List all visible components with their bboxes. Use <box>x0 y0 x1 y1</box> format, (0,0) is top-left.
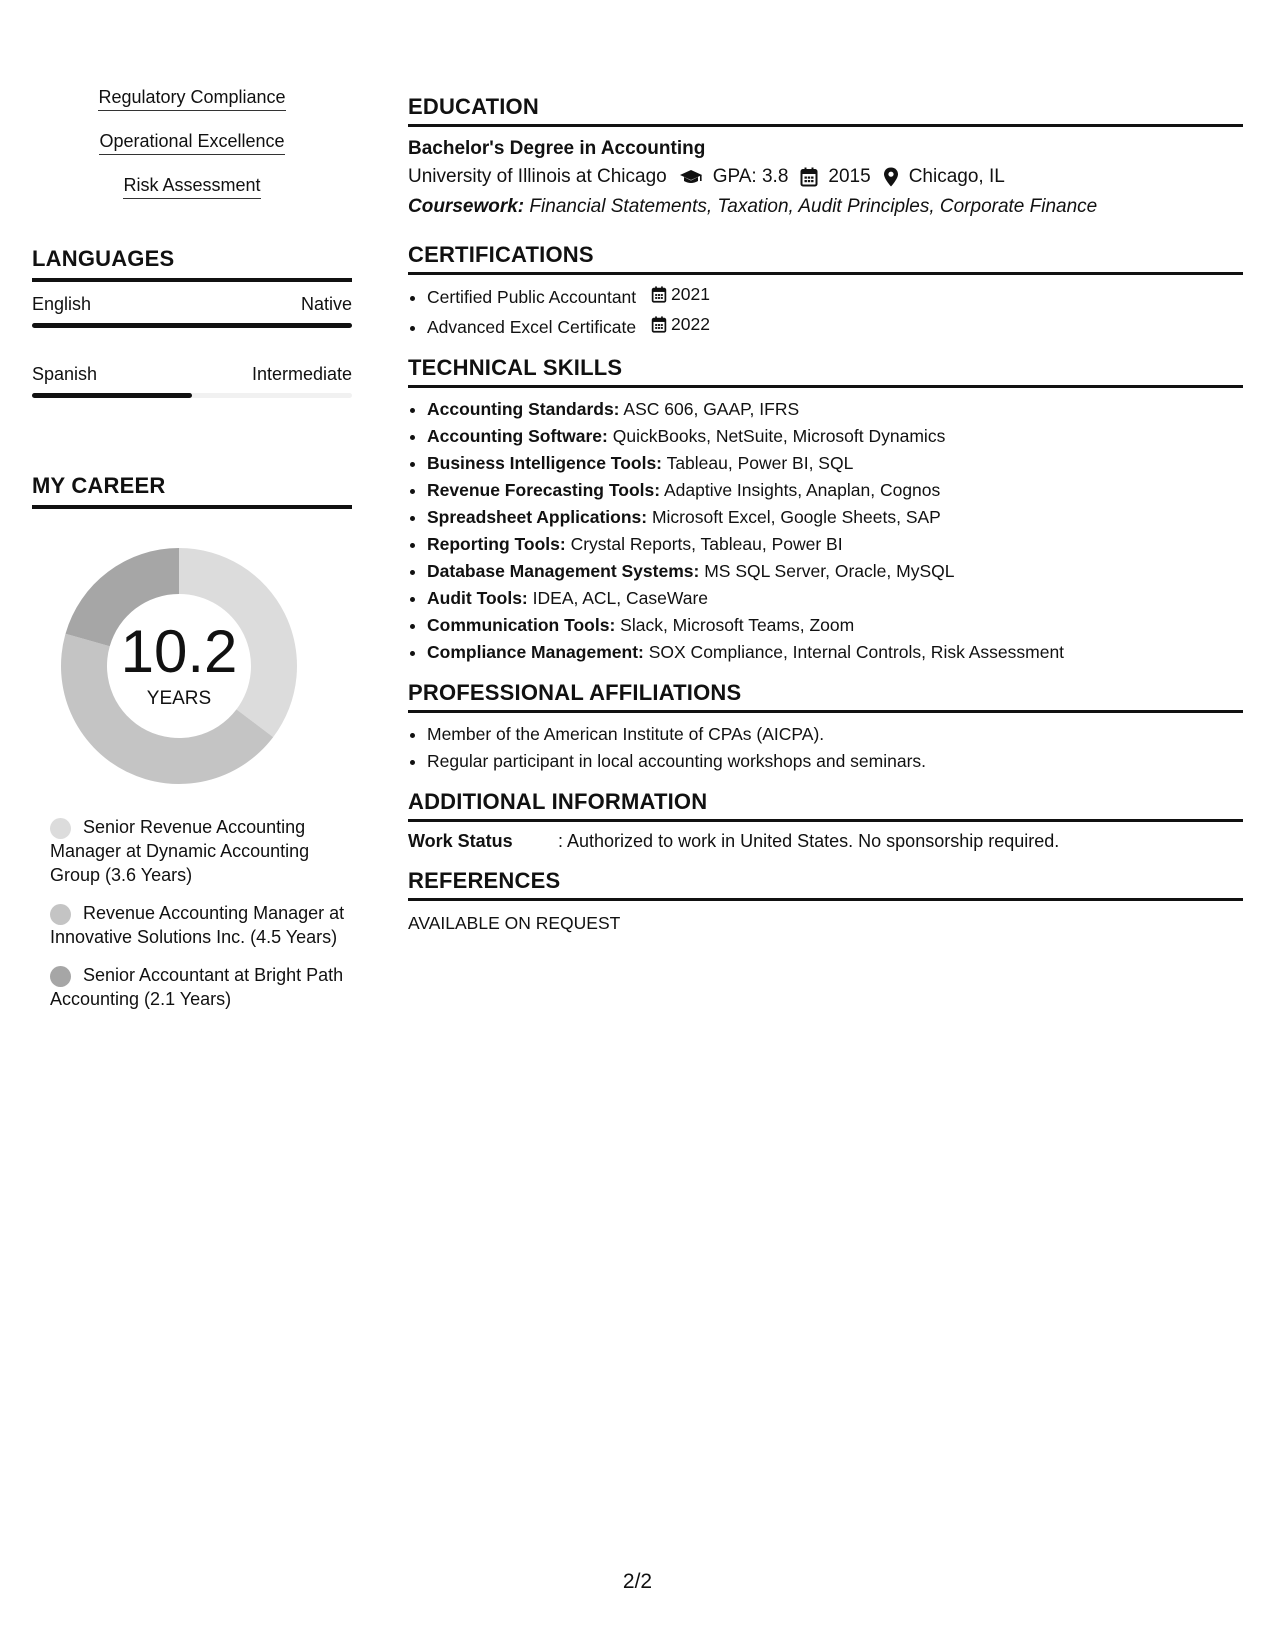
graduation-cap-icon <box>679 169 703 185</box>
skill-item <box>427 531 1243 558</box>
language-proficiency-bar <box>32 393 352 398</box>
languages-section <box>32 246 352 398</box>
skill-value: Microsoft Excel, Google Sheets, SAP <box>651 507 941 527</box>
skill-label: Accounting Standards: <box>427 399 620 419</box>
left-column <box>32 86 352 1025</box>
skill-label: Communication Tools: <box>427 615 616 635</box>
affiliation-item: • Member of the American Institute of CPAs (AICPA). <box>427 721 1243 748</box>
affiliations-section <box>408 680 1243 775</box>
career-total-years: 10.2 <box>120 618 238 685</box>
certification-year: 2021 <box>671 284 710 304</box>
work-status-label: Work Status <box>408 831 513 851</box>
strengths-list <box>32 86 352 218</box>
skill-value: IDEA, ACL, CaseWare <box>532 588 709 608</box>
references-section <box>408 868 1243 934</box>
skill-item <box>427 585 1243 612</box>
skill-value: MS SQL Server, Oracle, MySQL <box>704 561 955 581</box>
career-legend-label: Senior Revenue Accounting Manager at Dynamic Accounting Group (3.6 Years) <box>50 817 310 885</box>
affiliation-item: • Regular participant in local accounting workshops and seminars. <box>427 748 1243 775</box>
certification-item <box>427 311 1243 341</box>
skill-value: SOX Compliance, Internal Controls, Risk Assessment <box>648 642 1065 662</box>
career-title: MY CAREER <box>32 473 352 509</box>
certification-name: Advanced Excel Certificate <box>427 317 637 337</box>
skill-label: Audit Tools: <box>427 588 528 608</box>
technical-skills-title: TECHNICAL SKILLS <box>408 355 1243 388</box>
education-details <box>408 162 1243 192</box>
affiliations-list <box>408 721 1243 775</box>
skill-label: Accounting Software: <box>427 426 608 446</box>
education-section <box>408 94 1243 222</box>
certification-item <box>427 281 1243 311</box>
skill-item <box>427 477 1243 504</box>
skill-value: Adaptive Insights, Anaplan, Cognos <box>663 480 941 500</box>
certification-name: Certified Public Accountant <box>427 287 637 307</box>
page-number: 2/2 <box>622 1570 653 1593</box>
education-location: Chicago, IL <box>908 166 1005 187</box>
affiliations-title: PROFESSIONAL AFFILIATIONS <box>408 680 1243 713</box>
skill-item <box>427 396 1243 423</box>
skill-item <box>427 504 1243 531</box>
education-degree: Bachelor's Degree in Accounting <box>408 138 706 159</box>
career-legend-item <box>50 815 352 887</box>
skill-label: Compliance Management: <box>427 642 644 662</box>
skill-label: Revenue Forecasting Tools: <box>427 480 661 500</box>
career-legend-item <box>50 901 352 949</box>
strength-item: Operational Excellence <box>99 130 284 155</box>
skill-label: Business Intelligence Tools: <box>427 453 663 473</box>
skill-value: Tableau, Power BI, SQL <box>666 453 854 473</box>
strength-item: Regulatory Compliance <box>98 86 285 111</box>
legend-dot <box>50 904 71 925</box>
language-proficiency-fill <box>32 393 192 398</box>
skill-value: QuickBooks, NetSuite, Microsoft Dynamics <box>612 426 946 446</box>
coursework-label: Coursework: <box>408 196 525 217</box>
certifications-list <box>408 281 1243 341</box>
skill-item <box>427 450 1243 477</box>
languages-title: LANGUAGES <box>32 246 352 282</box>
technical-skills-list <box>408 396 1243 666</box>
language-proficiency-fill <box>32 323 352 328</box>
education-coursework <box>408 192 1243 222</box>
legend-dot <box>50 966 71 987</box>
career-legend-item <box>50 963 352 1011</box>
skill-label: Reporting Tools: <box>427 534 566 554</box>
calendar-icon <box>651 286 667 303</box>
language-level: Intermediate <box>251 364 352 384</box>
career-donut-chart <box>54 541 304 791</box>
certifications-section <box>408 242 1243 341</box>
skill-item <box>427 558 1243 585</box>
language-english <box>32 294 352 328</box>
education-school: University of Illinois at Chicago <box>408 166 667 187</box>
strength-item: Risk Assessment <box>123 174 260 199</box>
additional-info-section <box>408 789 1243 852</box>
certification-year: 2022 <box>671 314 710 334</box>
skill-label: Spreadsheet Applications: <box>427 507 648 527</box>
certifications-title: CERTIFICATIONS <box>408 242 1243 275</box>
skill-label: Database Management Systems: <box>427 561 700 581</box>
right-column <box>408 94 1243 948</box>
skill-value: Slack, Microsoft Teams, Zoom <box>620 615 855 635</box>
work-status-row <box>408 831 1243 852</box>
donut-center-label <box>54 541 304 791</box>
skill-item <box>427 423 1243 450</box>
skill-item <box>427 612 1243 639</box>
calendar-icon <box>800 167 818 187</box>
education-gpa: GPA: 3.8 <box>712 166 789 187</box>
skill-item <box>427 639 1243 666</box>
language-name: English <box>32 294 92 314</box>
legend-dot <box>50 818 71 839</box>
career-years-unit: YEARS <box>146 688 212 709</box>
career-section <box>32 473 352 1011</box>
education-year: 2015 <box>828 166 871 187</box>
additional-info-title: ADDITIONAL INFORMATION <box>408 789 1243 822</box>
references-title: REFERENCES <box>408 868 1243 901</box>
education-title: EDUCATION <box>408 94 1243 127</box>
career-legend-label: Senior Accountant at Bright Path Accounting (2.1 Years) <box>50 965 344 1009</box>
references-text: AVAILABLE ON REQUEST <box>408 913 621 933</box>
career-legend <box>32 815 352 1011</box>
skill-value: Crystal Reports, Tableau, Power BI <box>570 534 843 554</box>
language-proficiency-bar <box>32 323 352 328</box>
coursework-value: Financial Statements, Taxation, Audit Principles, Corporate Finance <box>529 196 1098 217</box>
calendar-icon <box>651 316 667 333</box>
language-name: Spanish <box>32 364 98 384</box>
language-spanish <box>32 364 352 398</box>
career-legend-label: Revenue Accounting Manager at Innovative Solutions Inc. (4.5 Years) <box>50 903 345 947</box>
language-level: Native <box>300 294 352 314</box>
work-status-value: : Authorized to work in United States. No sponsorship required. <box>558 831 1060 851</box>
skill-value: ASC 606, GAAP, IFRS <box>623 399 800 419</box>
technical-skills-section <box>408 355 1243 666</box>
location-pin-icon <box>883 167 899 187</box>
